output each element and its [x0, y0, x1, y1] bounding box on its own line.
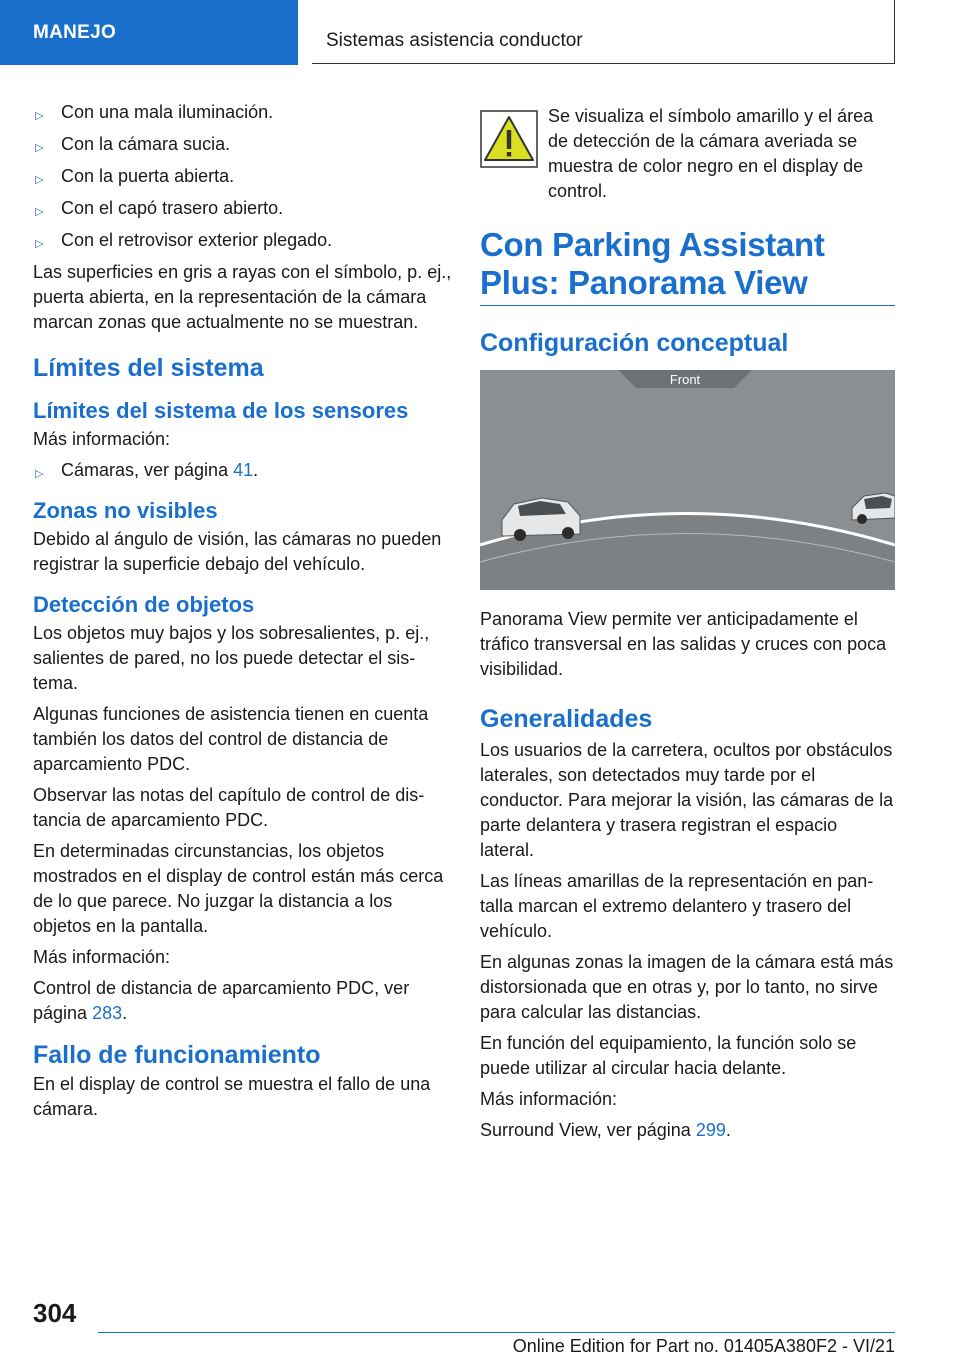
paragraph-deteccion-1: Los objetos muy bajos y los sobresalientes, p. ej., salientes de pared, no los puede detectar el sistema. [33, 623, 430, 693]
heading-zonas: Zonas no visibles [33, 498, 218, 523]
warning-triangle-icon [480, 110, 538, 168]
warning-note [480, 104, 895, 204]
heading-generalidades: Generalidades [480, 705, 653, 733]
paragraph-gray-areas: Las superficies en gris a rayas con el símbolo, p. ej., puerta abierta, en la representación de la cámara marcan zonas que actualmente no se muestran. [33, 262, 452, 332]
heading-parking-assistant: Con Parking Assistant Plus: Panorama View [480, 226, 895, 306]
heading-deteccion: Detección de objetos [33, 592, 255, 617]
page-link-283[interactable]: 283 [92, 1003, 123, 1023]
paragraph-fallo: En el display de control se muestra el fallo de una cámara. [33, 1074, 431, 1119]
more-info-label: Más información: [33, 947, 171, 967]
paragraph-zonas: Debido al ángulo de visión, las cámaras no pueden registrar la superficie debajo del vehículo. [33, 529, 442, 574]
paragraph-deteccion-3: Observar las notas del capítulo de control de distancia de aparcamiento PDC. [33, 785, 425, 830]
list-item: ▷ Con el retrovisor exterior plegado. [33, 228, 453, 253]
heading-configuracion: Configuración conceptual [480, 329, 789, 357]
page-link-299[interactable]: 299 [695, 1120, 726, 1140]
paragraph-gen-2: Las líneas amarillas de la representación en pantalla marcan el extremo delantero y trasero del vehículo. [480, 871, 874, 941]
right-column [480, 104, 895, 1149]
triangle-bullet-icon: ▷ [35, 142, 44, 154]
paragraph-panorama: Panorama View permite ver anticipadamente el tráfico transversal en las salidas y cruces con poca visibilidad. [480, 609, 887, 679]
triangle-bullet-icon: ▷ [35, 206, 44, 218]
triangle-bullet-icon: ▷ [35, 468, 44, 480]
heading-fallo: Fallo de funcionamiento [33, 1041, 321, 1069]
list-item: ▷ Con la cámara sucia. [33, 132, 453, 157]
list-item: ▷ Con la puerta abierta. [33, 164, 453, 189]
section-tab [0, 0, 298, 65]
page-number: 304 [33, 1298, 77, 1328]
heading-sensores: Límites del sistema de los sensores [33, 398, 409, 423]
section-title: MANEJO [33, 22, 117, 43]
warning-text: Se visualiza el símbolo amarillo y el área de detección de la cámara averiada se muestra de color negro en el display de control. [548, 106, 874, 201]
heading-limites: Límites del sistema [33, 354, 264, 382]
chapter-title: Sistemas asistencia conductor [326, 30, 583, 51]
paragraph-deteccion-2: Algunas funciones de asistencia tienen en cuenta también los datos del control de distancia de aparcamiento PDC. [33, 704, 429, 774]
triangle-bullet-icon: ▷ [35, 238, 44, 250]
paragraph-gen-1: Los usuarios de la carretera, ocultos por obstáculos laterales, son detectados muy tarde por el conductor. Para mejorar la visión, las cámaras de la parte delantera y trasera registran el espacio lateral. [480, 740, 894, 860]
list-item: ▷ Con el capó trasero abierto. [33, 196, 453, 221]
more-info-label: Más información: [33, 429, 171, 449]
condition-list [33, 100, 453, 253]
paragraph-surround-ref: Surround View, ver página 299. [480, 1120, 731, 1140]
paragraph-pdc-ref: Control de distancia de aparcamiento PDC, ver página 283. [33, 978, 410, 1023]
panorama-view-illustration [480, 370, 895, 590]
reference-list [33, 458, 453, 483]
left-column [33, 100, 453, 1128]
chapter-header [312, 0, 895, 64]
paragraph-gen-3: En algunas zonas la imagen de la cámara está más distorsionada que en otras y, por lo tanto, no sirve para calcular las distancias. [480, 952, 894, 1022]
more-info-label: Más información: [480, 1089, 618, 1109]
triangle-bullet-icon: ▷ [35, 110, 44, 122]
list-item: ▷ Cámaras, ver página 41. [33, 458, 453, 483]
footer-divider [98, 1332, 895, 1333]
paragraph-gen-4: En función del equipamiento, la función solo se puede utilizar al circular hacia delante. [480, 1033, 857, 1078]
triangle-bullet-icon: ▷ [35, 174, 44, 186]
list-item: ▷ Con una mala iluminación. [33, 100, 453, 125]
car-left-icon [502, 498, 580, 541]
page-link-41[interactable]: 41 [233, 460, 254, 480]
paragraph-deteccion-4: En determinadas circunstancias, los objetos mostrados en el display de control están más cerca de lo que parece. No juzgar la distancia a los objetos en la pantalla. [33, 841, 444, 936]
figure-label-front: Front [669, 372, 701, 387]
footer-edition: Online Edition for Part no. 01405A380F2 - VI/21 [512, 1336, 895, 1356]
